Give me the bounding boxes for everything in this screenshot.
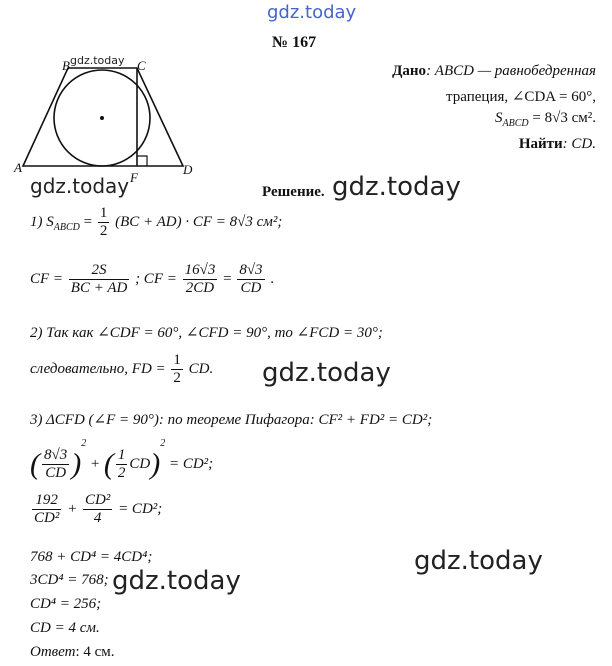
- eq1-sq2: 2: [160, 438, 166, 449]
- step2b-rest: CD.: [188, 361, 214, 378]
- eq2-plus: +: [67, 501, 78, 518]
- label-D: D: [183, 162, 193, 177]
- given-area-s: S: [495, 110, 503, 126]
- watermark-left: gdz.today: [30, 174, 130, 198]
- watermark-middle: gdz.today: [262, 358, 391, 388]
- watermark-bottom: gdz.today: [112, 566, 241, 596]
- step1b-frac2: [183, 262, 218, 298]
- find-line: [519, 136, 596, 153]
- answer-label: Ответ: [30, 644, 76, 660]
- eq1-paren-close-2: ): [150, 447, 161, 481]
- given-label: Дано: [392, 63, 427, 79]
- problem-number: № 167: [272, 34, 317, 51]
- final-line-3: CD⁴ = 256;: [30, 596, 102, 612]
- step1b-cf: CF =: [30, 271, 67, 288]
- step1b-frac1: [69, 262, 130, 298]
- given-line-2: трапеция, ∠CDA = 60°,: [446, 89, 596, 105]
- given-line-1: [392, 63, 596, 80]
- step2b: [30, 352, 213, 388]
- eq1-frac2-num: 1: [116, 447, 128, 465]
- find-text: : CD.: [562, 136, 596, 152]
- step2b-fraction: [171, 352, 183, 388]
- step2b-frac-num: 1: [171, 352, 183, 370]
- equation-2: [30, 492, 162, 528]
- step1-fraction: [98, 205, 110, 241]
- eq2-frac2-num: CD²: [83, 492, 112, 510]
- circle-center: [100, 116, 104, 120]
- eq1-frac1: [42, 447, 69, 483]
- eq2-frac2-den: 4: [93, 510, 102, 527]
- watermark-figure: gdz.today: [70, 54, 125, 67]
- step1b-frac2-num: 16√3: [183, 262, 218, 280]
- right-angle-mark: [137, 156, 147, 166]
- step1b-end: .: [270, 271, 275, 288]
- step3: 3) ΔCFD (∠F = 90°): по теореме Пифагора: CF² + FD² = CD²;: [30, 412, 433, 428]
- step1b-eq: =: [223, 271, 232, 288]
- watermark-right: gdz.today: [414, 546, 543, 576]
- eq1-frac1-num: 8√3: [42, 447, 69, 465]
- step1b-mid: ; CF =: [135, 271, 181, 288]
- step1b: [30, 262, 274, 298]
- eq2-frac1-num: 192: [32, 492, 61, 510]
- final-line-4: CD = 4 см.: [30, 620, 100, 636]
- step2b-prefix: следовательно, FD =: [30, 361, 170, 378]
- eq1-frac2: [116, 447, 128, 483]
- eq2-frac2: [83, 492, 112, 528]
- eq1-plus: +: [89, 456, 101, 472]
- find-label: Найти: [518, 136, 563, 152]
- step1b-frac1-den: BC + AD: [70, 280, 128, 297]
- eq1-frac2-den: 2: [117, 465, 126, 482]
- given-text: : ABCD — равнобедренная: [426, 63, 596, 79]
- eq1-sq1: 2: [81, 438, 87, 449]
- eq2-frac1-den: CD²: [34, 510, 60, 527]
- step1b-frac2-den: 2CD: [185, 280, 215, 297]
- eq1-paren-close-1: ): [71, 447, 82, 481]
- trapezoid-figure: [10, 56, 210, 176]
- answer-text: : 4 см.: [75, 644, 115, 660]
- watermark-top: gdz.today: [267, 2, 357, 23]
- step1b-frac3-den: CD: [240, 280, 262, 297]
- given-area-sub: ABCD: [502, 118, 529, 129]
- label-B: B: [62, 58, 70, 73]
- eq1-paren-open-1: (: [30, 447, 40, 481]
- step1-eq: =: [79, 214, 96, 231]
- given-line-3: [495, 110, 596, 129]
- watermark-solution: gdz.today: [332, 172, 461, 202]
- label-F: F: [130, 170, 138, 185]
- step1-prefix: 1) S: [30, 214, 54, 231]
- step1-rest: (BC + AD) · CF = 8√3 см²;: [115, 214, 283, 231]
- eq1-frac1-den: CD: [45, 465, 67, 482]
- eq1-cd: CD: [129, 456, 151, 472]
- eq1-rest: = CD²;: [168, 456, 214, 472]
- final-line-1: 768 + CD⁴ = 4CD⁴;: [30, 549, 153, 565]
- label-A: A: [14, 160, 22, 175]
- step1b-frac3: [237, 262, 264, 298]
- step1-sub: ABCD: [53, 222, 80, 234]
- step1b-frac3-num: 8√3: [237, 262, 264, 280]
- step1-frac-num: 1: [98, 205, 110, 223]
- equation-1: [30, 438, 213, 482]
- eq2-frac1: [32, 492, 61, 528]
- step1-frac-den: 2: [99, 223, 108, 240]
- given-area-rest: = 8√3 см².: [528, 110, 596, 126]
- final-line-2: 3CD⁴ = 768;: [30, 572, 109, 588]
- answer-line: [30, 644, 115, 661]
- eq1-paren-open-2: (: [103, 447, 114, 481]
- solution-heading: Решение.: [262, 184, 325, 200]
- step1b-frac1-num: 2S: [69, 262, 130, 280]
- label-C: C: [137, 58, 146, 73]
- eq2-rest: = CD²;: [118, 501, 163, 518]
- step1: [30, 205, 282, 241]
- step2b-frac-den: 2: [173, 370, 181, 387]
- step2: 2) Так как ∠CDF = 60°, ∠CFD = 90°, то ∠FCD = 30°;: [30, 325, 383, 341]
